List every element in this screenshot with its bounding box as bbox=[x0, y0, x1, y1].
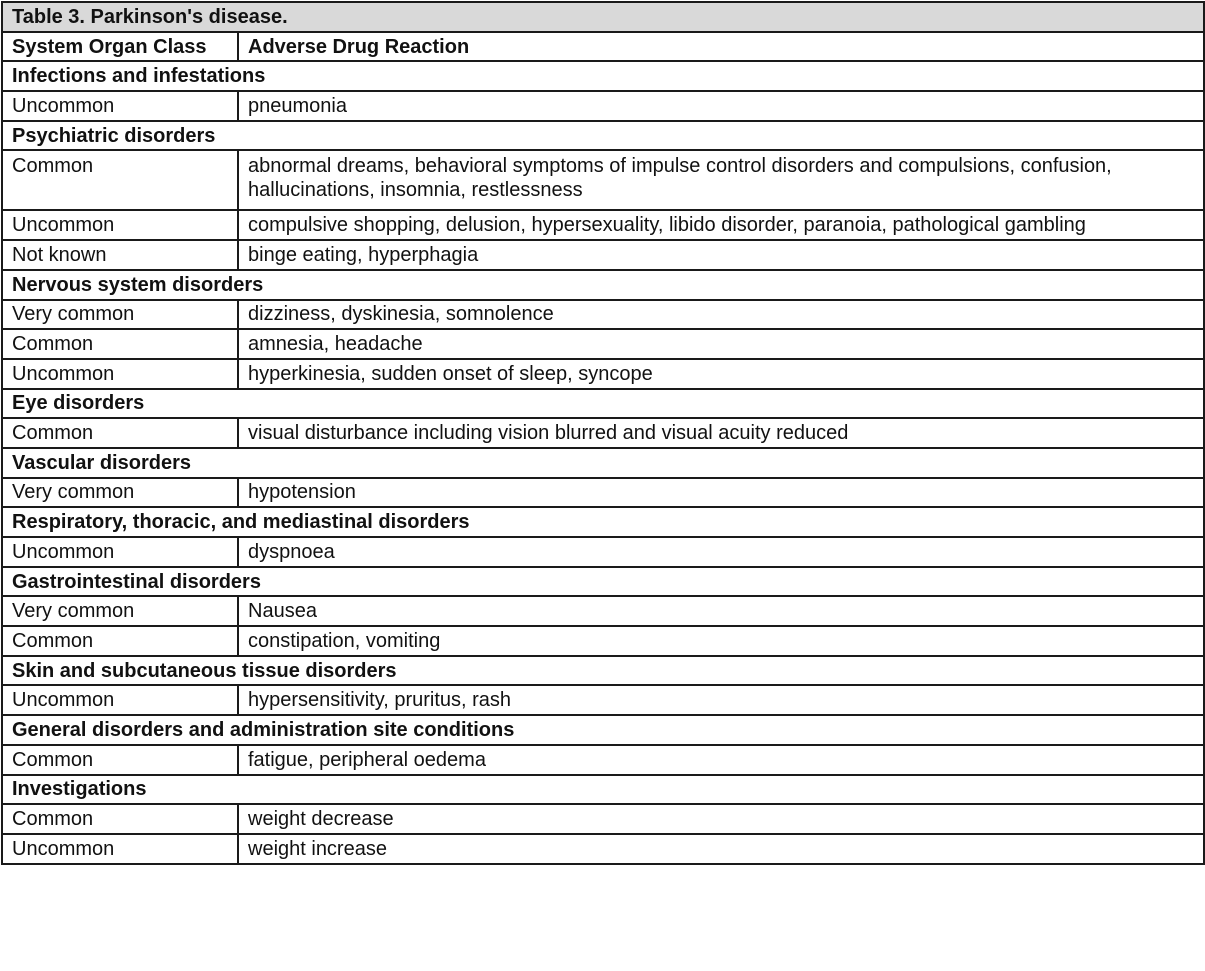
section-heading: Gastrointestinal disorders bbox=[2, 567, 1204, 597]
table-row bbox=[2, 210, 1204, 240]
section-row bbox=[2, 567, 1204, 597]
section-row bbox=[2, 270, 1204, 300]
section-row bbox=[2, 715, 1204, 745]
reaction-cell: dyspnoea bbox=[238, 537, 1204, 567]
reaction-cell: amnesia, headache bbox=[238, 329, 1204, 359]
reaction-cell: constipation, vomiting bbox=[238, 626, 1204, 656]
table-row bbox=[2, 478, 1204, 508]
table-row bbox=[2, 804, 1204, 834]
reaction-cell: fatigue, peripheral oedema bbox=[238, 745, 1204, 775]
table-row bbox=[2, 300, 1204, 330]
frequency-cell: Uncommon bbox=[2, 91, 238, 121]
section-row bbox=[2, 507, 1204, 537]
frequency-cell: Very common bbox=[2, 596, 238, 626]
frequency-cell: Uncommon bbox=[2, 359, 238, 389]
section-heading: Infections and infestations bbox=[2, 61, 1204, 91]
frequency-cell: Uncommon bbox=[2, 210, 238, 240]
title-row bbox=[2, 2, 1204, 32]
reaction-cell: visual disturbance including vision blurred and visual acuity reduced bbox=[238, 418, 1204, 448]
frequency-cell: Common bbox=[2, 329, 238, 359]
reaction-cell: binge eating, hyperphagia bbox=[238, 240, 1204, 270]
reaction-cell: compulsive shopping, delusion, hypersexuality, libido disorder, paranoia, pathological gambling bbox=[238, 210, 1204, 240]
frequency-cell: Not known bbox=[2, 240, 238, 270]
reaction-cell: hypotension bbox=[238, 478, 1204, 508]
reaction-cell: pneumonia bbox=[238, 91, 1204, 121]
section-row bbox=[2, 389, 1204, 419]
reaction-cell: hypersensitivity, pruritus, rash bbox=[238, 685, 1204, 715]
table-row bbox=[2, 685, 1204, 715]
section-heading: Respiratory, thoracic, and mediastinal disorders bbox=[2, 507, 1204, 537]
table-row bbox=[2, 418, 1204, 448]
frequency-cell: Common bbox=[2, 150, 238, 210]
frequency-cell: Uncommon bbox=[2, 834, 238, 864]
section-heading: Nervous system disorders bbox=[2, 270, 1204, 300]
section-row bbox=[2, 121, 1204, 151]
table-row bbox=[2, 537, 1204, 567]
adverse-reactions-table bbox=[1, 1, 1205, 865]
frequency-cell: Uncommon bbox=[2, 685, 238, 715]
frequency-cell: Uncommon bbox=[2, 537, 238, 567]
section-heading: Investigations bbox=[2, 775, 1204, 805]
frequency-cell: Common bbox=[2, 626, 238, 656]
section-row bbox=[2, 61, 1204, 91]
header-adverse-drug-reaction: Adverse Drug Reaction bbox=[238, 32, 1204, 62]
section-heading: Vascular disorders bbox=[2, 448, 1204, 478]
section-row bbox=[2, 775, 1204, 805]
section-heading: Skin and subcutaneous tissue disorders bbox=[2, 656, 1204, 686]
reaction-cell: dizziness, dyskinesia, somnolence bbox=[238, 300, 1204, 330]
section-heading: Eye disorders bbox=[2, 389, 1204, 419]
reaction-cell: weight decrease bbox=[238, 804, 1204, 834]
section-row bbox=[2, 448, 1204, 478]
table-row bbox=[2, 359, 1204, 389]
reaction-cell: weight increase bbox=[238, 834, 1204, 864]
table-row bbox=[2, 240, 1204, 270]
table-container bbox=[1, 1, 1203, 865]
table-title: Table 3. Parkinson's disease. bbox=[2, 2, 1204, 32]
table-row bbox=[2, 150, 1204, 210]
header-row bbox=[2, 32, 1204, 62]
section-heading: General disorders and administration site conditions bbox=[2, 715, 1204, 745]
frequency-cell: Very common bbox=[2, 478, 238, 508]
section-heading: Psychiatric disorders bbox=[2, 121, 1204, 151]
frequency-cell: Common bbox=[2, 804, 238, 834]
reaction-cell: hyperkinesia, sudden onset of sleep, syncope bbox=[238, 359, 1204, 389]
table-row bbox=[2, 834, 1204, 864]
frequency-cell: Very common bbox=[2, 300, 238, 330]
table-row bbox=[2, 91, 1204, 121]
table-row bbox=[2, 626, 1204, 656]
section-row bbox=[2, 656, 1204, 686]
frequency-cell: Common bbox=[2, 418, 238, 448]
frequency-cell: Common bbox=[2, 745, 238, 775]
table-row bbox=[2, 745, 1204, 775]
reaction-cell: abnormal dreams, behavioral symptoms of impulse control disorders and compulsions, confusion, hallucinations, insomnia, restlessness bbox=[238, 150, 1204, 210]
reaction-cell: Nausea bbox=[238, 596, 1204, 626]
table-row bbox=[2, 329, 1204, 359]
header-system-organ-class: System Organ Class bbox=[2, 32, 238, 62]
table-row bbox=[2, 596, 1204, 626]
